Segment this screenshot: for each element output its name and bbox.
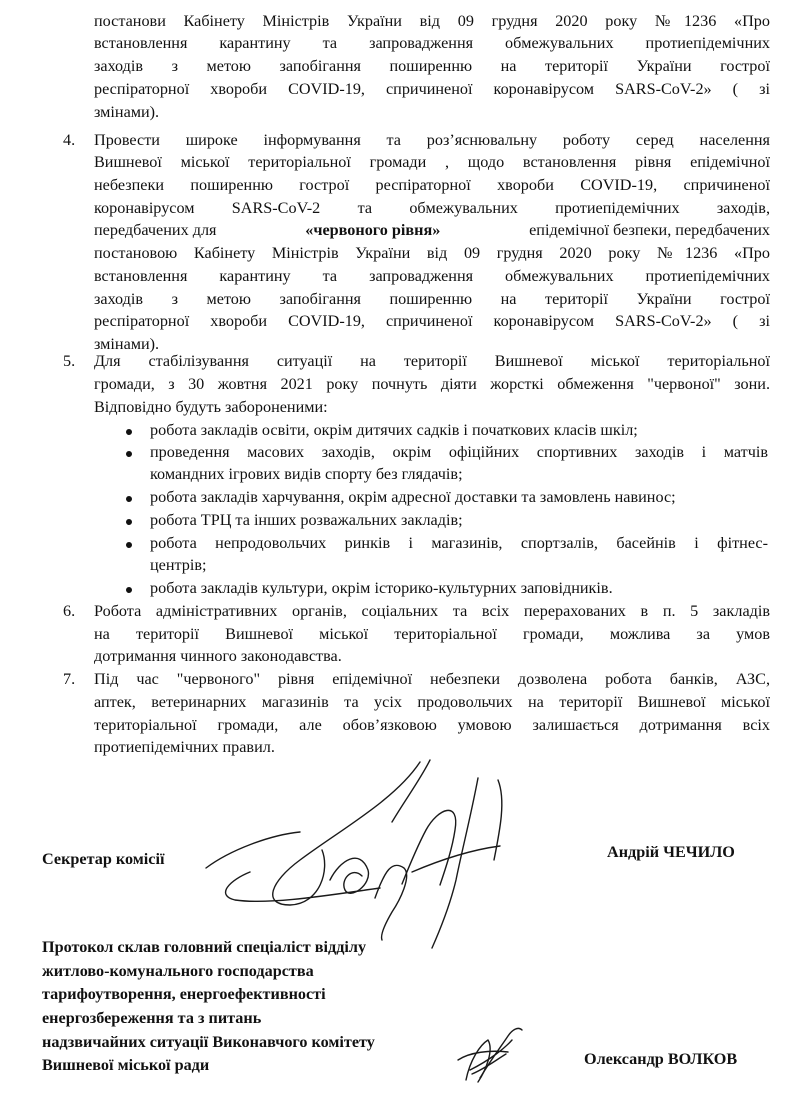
cont-line-2: встановлення карантину та запровадження обмежувальних протиепідемічних [94,34,770,52]
signature-stroke [494,780,502,860]
item-7-line-1: Під час "червоного" рівня епідемічної небезпеки дозволена робота банків, АЗС, [94,670,770,688]
protocol-line-3: тарифоутворення, енергоефективності [42,985,326,1003]
protocol-line-2: житлово-комунального господарства [42,962,314,980]
bullet-item-3: робота закладів харчування, окрім адресної доставки та замовлень навинос; [150,488,676,506]
item-4-line-5-end: епідемічної безпеки, передбачених [529,221,770,239]
item-6-number: 6. [63,602,76,620]
bullet-item-6: робота закладів культури, окрім історико-культурних заповідників. [150,579,613,597]
item-4-line-10: змінами). [94,335,160,353]
item-6-line-1: Робота адміністративних органів, соціальних та всіх перерахованих в п. 5 закладів [94,602,770,620]
signature-stroke [480,1028,522,1078]
cont-line-3: заходів з метою запобігання поширенню на території України гострої [94,57,770,75]
item-4-line-5-start: передбачених для [94,221,217,239]
cont-line-4: респіраторної хвороби COVID-19, спричиненої коронавірусом SARS-CoV-2» ( зі [94,80,770,98]
protocol-line-6: Вишневої міської ради [42,1056,210,1074]
item-7-line-3: територіальної громади, але обов’язковою умовою залишається дотримання всіх [94,716,770,734]
bullet-item-5a: робота непродовольчих ринків і магазинів, спортзалів, басейнів і фітнес- [150,534,768,552]
item-5-line-3: Відповідно будуть забороненими: [94,398,328,416]
red-level-bold: «червоного рівня» [305,221,441,239]
bullet-item-2a: проведення масових заходів, окрім офіційних спортивних заходів і матчів [150,443,768,461]
protocol-author-name: Олександр ВОЛКОВ [584,1050,738,1068]
item-7-line-2: аптек, ветеринарних магазинів та усіх продовольчих на території Вишневої міської [94,693,770,711]
cont-line-1: постанови Кабінету Міністрів України від 09 грудня 2020 року №1236 «Про [94,12,770,30]
signature-stroke [226,872,380,901]
signature-stroke [432,778,478,948]
signature-stroke [402,810,456,885]
item-5-number: 5. [63,352,76,370]
bullet-item-5b: центрів; [150,556,207,574]
item-5-line-1: Для стабілізування ситуації на території Вишневої міської територіальної [94,352,770,370]
item-4-line-2: Вишневої міської територіальної громади , щодо встановлення рівня епідемічної [94,153,770,171]
signature-stroke [392,760,430,822]
bullet-item-4: робота ТРЦ та інших розважальних закладів; [150,511,463,529]
item-4-line-8: заходів з метою запобігання поширенню на території України гострої [94,290,770,308]
signature-stroke [206,832,300,868]
bullet-item-1: робота закладів освіти, окрім дитячих садків і початкових класів шкіл; [150,421,638,439]
bullet-item-2b: командних ігрових видів спорту без глядачів; [150,465,463,483]
signature-stroke [330,858,368,893]
protocol-line-4: енергозбереження та з питань [42,1009,262,1027]
item-5-line-2: громади, з 30 жовтня 2021 року почнуть діяти жорсткі обмеження "червоної" зони. [94,375,770,393]
signature-stroke [273,762,420,905]
item-4-line-9: респіраторної хвороби COVID-19, спричиненої коронавірусом SARS-CoV-2» ( зі [94,312,770,330]
item-6-line-3: дотримання чинного законодавства. [94,647,342,665]
signature-stroke [458,1051,508,1060]
protocol-line-5: надзвичайних ситуації Виконавчого комітету [42,1033,375,1051]
item-4-line-6: постановою Кабінету Міністрів України від 09 грудня 2020 року №1236 «Про [94,244,770,262]
item-6-line-2: на території Вишневої міської територіальної громади, можлива за умов [94,625,770,643]
signature-stroke [375,865,407,940]
secretary-title: Секретар комісії [42,850,165,868]
item-4-line-4: коронавірусом SARS-CoV-2 та обмежувальних протиепідемічних заходів, [94,199,770,217]
protocol-line-1: Протокол склав головний спеціаліст відділу [42,938,367,956]
secretary-name: Андрій ЧЕЧИЛО [607,843,735,861]
item-4-number: 4. [63,131,76,149]
cont-line-5: змінами). [94,103,160,121]
item-7-number: 7. [63,670,76,688]
signature-stroke [412,846,500,872]
item-4-line-7: встановлення карантину та запровадження обмежувальних протиепідемічних [94,267,770,285]
item-4-line-1: Провести широке інформування та роз’яснювальну роботу серед населення [94,131,770,149]
item-4-line-3: небезпеки поширенню гострої респіраторної хвороби COVID-19, спричиненої [94,176,770,194]
item-7-line-4: протиепідемічних правил. [94,738,275,756]
